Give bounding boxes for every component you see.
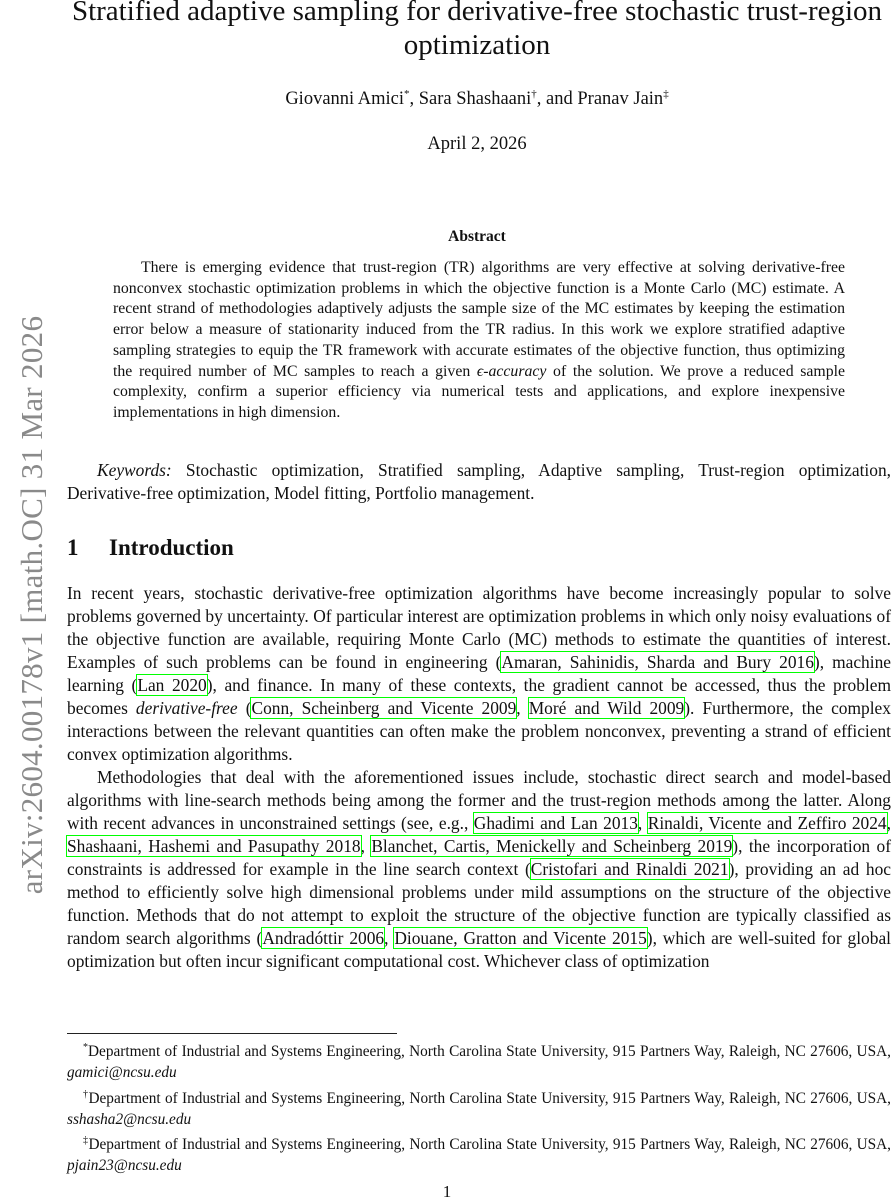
keywords-text: Stochastic optimization, Stratified sampling, Adaptive sampling, Trust-region optimization, Derivative-free optimization, Model fitting, Portfolio management. (67, 460, 891, 503)
footnote (67, 1084, 891, 1131)
citation-link[interactable]: Rinaldi, Vicente and Zeffiro 2024 (647, 813, 887, 833)
footnote-divider (67, 1033, 397, 1034)
keywords-label: Keywords: (97, 460, 172, 480)
footnote-email: pjain23@ncsu.edu (67, 1157, 182, 1175)
citation-link[interactable]: Cristofari and Rinaldi 2021 (530, 859, 729, 879)
citation-link[interactable]: Ghadimi and Lan 2013 (473, 813, 638, 833)
section-number: 1 (67, 535, 79, 560)
footnote-text: Department of Industrial and Systems Engineering, North Carolina State University, 915 Partners Way, Raleigh, NC 27606, USA, (88, 1043, 891, 1061)
paragraph (67, 766, 891, 973)
body-text: Methodologies that deal with the aforementioned issues include, stochastic direct search and model-based algorithms with line-search methods being among the former and the trust-region methods among the latter. Along with recent advances in unconstrained settings (see, e.g., (67, 767, 891, 833)
body-text: of the solution. We prove a reduced sample complexity, confirm a superior efficiency via numerical tests and applications, and explore inexpensive implementations in high dimension. (113, 362, 845, 421)
author-footnote-mark[interactable]: † (531, 88, 537, 100)
footnote (67, 1037, 891, 1084)
author-name: Sara Shashaani (418, 89, 532, 110)
body-text: ), providing an ad hoc method to efficiently solve high dimensional problems under mild assumptions on the structure of the objective function. Methods that do not attempt to exploit the structure of the objective function are typically classified as random search algorithms ( (67, 859, 891, 948)
body-text: In recent years, stochastic derivative-free optimization algorithms have become increasingly popular to solve problems governed by uncertainty. Of particular interest are optimization problems in which only noisy evaluations of the objective function are available, requiring Monte Carlo (MC) methods to estimate the quantities of interest. Examples of such problems can be found in engineering ( (67, 583, 891, 672)
footnote-email: sshasha2@ncsu.edu (67, 1110, 192, 1128)
citation-link[interactable]: Diouane, Gratton and Vicente 2015 (394, 928, 647, 948)
body-text: ), machine learning ( (67, 652, 891, 695)
body-text: ), the incorporation of constraints is addressed for example in the line search context ( (67, 836, 891, 879)
author-footnote-mark[interactable]: * (404, 88, 410, 100)
paper-title: Stratified adaptive sampling for derivative-free stochastic trust-region optimization (71, 0, 883, 61)
author-separator: , and (536, 89, 578, 110)
citation-link[interactable]: Amaran, Sahinidis, Sharda and Bury 2016 (501, 652, 814, 672)
paper-date: April 2, 2026 (427, 134, 527, 154)
footnote-mark: ‡ (83, 1135, 89, 1146)
body-text: , (637, 813, 648, 833)
author-footnote-mark[interactable]: ‡ (663, 88, 669, 100)
body-text: , (886, 813, 891, 833)
abstract-text (113, 258, 845, 424)
section-heading (67, 535, 234, 561)
citation-link[interactable]: Shashaani, Hashemi and Pasupathy 2018 (67, 836, 361, 856)
citation-link[interactable]: Andradóttir 2006 (262, 928, 385, 948)
footnote-mark: † (83, 1088, 89, 1100)
body-text: , (516, 698, 529, 718)
footnote (67, 1130, 891, 1177)
author-name: Giovanni Amici (285, 89, 405, 110)
body-text: ( (237, 698, 252, 718)
author-name: Pranav Jain (577, 89, 664, 110)
section-title: Introduction (109, 535, 234, 560)
arxiv-identifier-sidebar: arXiv:2604.00178v1 [math.OC] 31 Mar 2026 (14, 315, 49, 895)
footnote-email: gamici@ncsu.edu (67, 1064, 177, 1082)
footnote-text: Department of Industrial and Systems Engineering, North Carolina State University, 915 Partners Way, Raleigh, NC 27606, USA, (88, 1089, 891, 1107)
footnotes (67, 1037, 891, 1177)
body-text: , (360, 836, 372, 856)
citation-link[interactable]: Blanchet, Cartis, Menickelly and Scheinberg 2019 (371, 836, 733, 856)
body-text: There is emerging evidence that trust-region (TR) algorithms are very effective at solving derivative-free nonconvex stochastic optimization problems in which the objective function is a Monte Carlo (MC) estimate. A recent strand of methodologies adaptively adjusts the sample size of the MC estimates by keeping the estimation error below a measure of stationarity induced from the TR radius. In this work we explore stratified adaptive sampling strategies to equip the TR framework with accurate estimates of the objective function, thus optimizing the required number of MC samples to reach a given (113, 259, 845, 380)
keywords (67, 459, 891, 505)
body-text: ), which are well-suited for global optimization but often incur significant computational cost. Whichever class of optimization (67, 928, 891, 971)
emphasized-text: derivative-free (135, 698, 238, 718)
body-text: ), and finance. In many of these contexts, the gradient cannot be accessed, thus the problem becomes (67, 675, 891, 718)
abstract-heading: Abstract (448, 228, 506, 245)
citation-link[interactable]: Conn, Scheinberg and Vicente 2009 (251, 698, 517, 718)
author-list (60, 88, 894, 110)
footnote-text: Department of Industrial and Systems Engineering, North Carolina State University, 915 Partners Way, Raleigh, NC 27606, USA, (88, 1136, 891, 1154)
emphasized-text: ϵ-accuracy (476, 362, 547, 380)
author-separator: , (409, 89, 419, 110)
footnote-mark: * (83, 1042, 88, 1053)
body-text: , (384, 928, 395, 948)
citation-link[interactable]: Lan 2020 (137, 675, 207, 695)
introduction-body (67, 582, 891, 973)
body-text: ). Furthermore, the complex interactions between the relevant quantities can often make the problem nonconvex, preventing a strand of efficient convex optimization algorithms. (67, 698, 891, 764)
citation-link[interactable]: Moré and Wild 2009 (528, 698, 685, 718)
paragraph (67, 582, 891, 766)
page-number: 1 (442, 1182, 452, 1201)
